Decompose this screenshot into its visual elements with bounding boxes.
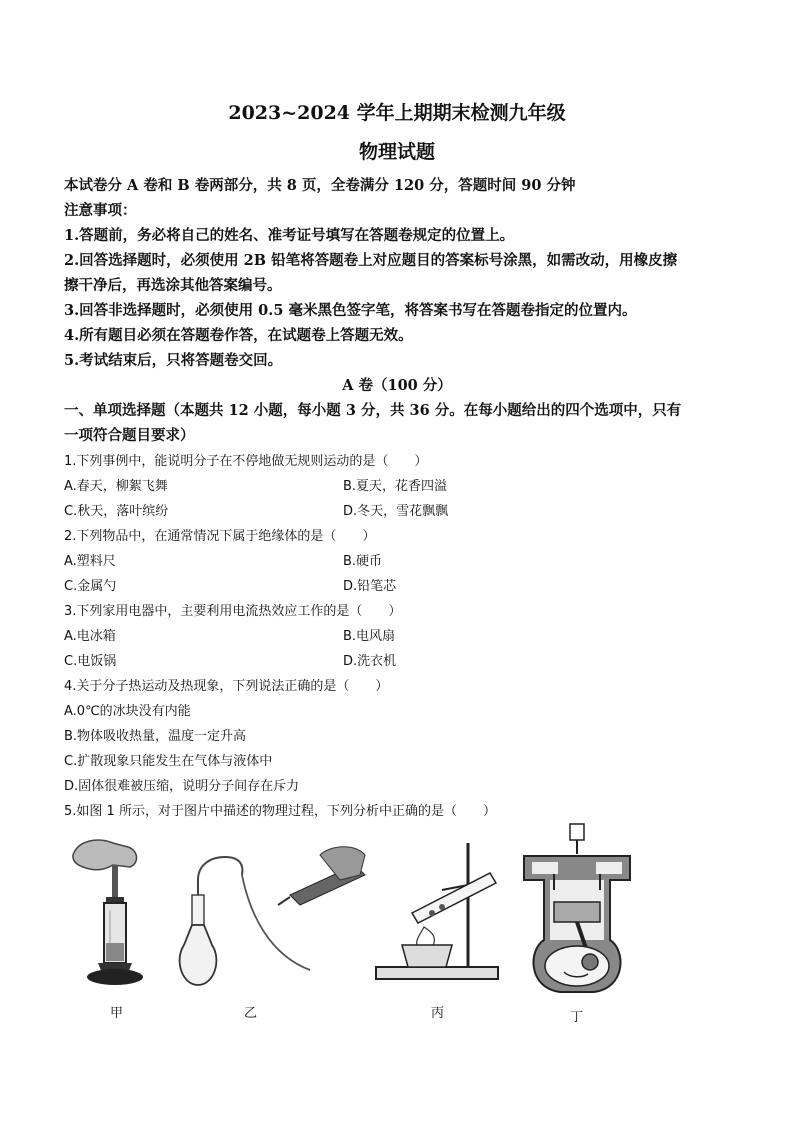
figure-label-jia: 甲	[110, 1006, 124, 1021]
note-4: 4.所有题目必须在答题卷作答，在试题卷上答题无效。	[64, 327, 413, 344]
part-1-heading-line-1: 一、单项选择题（本题共 12 小题，每小题 3 分，共 36 分。在每小题给出的四个选项中，只有	[64, 402, 682, 419]
note-3: 3.回答非选择题时，必须使用 0.5 毫米黑色签字笔，将答案书写在答题卷指定的位置内。	[64, 302, 637, 319]
question-3-option-a: A.电冰箱	[64, 629, 116, 644]
question-1-stem: 1.下列事例中，能说明分子在不停地做无规则运动的是（ ）	[64, 454, 428, 469]
question-4-stem: 4.关于分子热运动及热现象，下列说法正确的是（ ）	[64, 679, 389, 694]
figure-yi-flask-heating	[170, 835, 370, 995]
question-5-stem: 5.如图 1 所示，对于图片中描述的物理过程，下列分析中正确的是（ ）	[64, 804, 496, 819]
figure-label-bing: 丙	[431, 1006, 445, 1021]
question-4-option-b: B.物体吸收热量，温度一定升高	[64, 729, 247, 744]
subject-title: 物理试题	[358, 141, 435, 163]
question-3-stem: 3.下列家用电器中，主要利用电流热效应工作的是（ ）	[64, 604, 402, 619]
question-3-option-b: B.电风扇	[343, 629, 396, 644]
note-5: 5.考试结束后，只将答题卷交回。	[64, 352, 283, 369]
section-a-title: A 卷（100 分）	[342, 377, 452, 394]
exam-intro: 本试卷分 A 卷和 B 卷两部分，共 8 页，全卷满分 120 分，答题时间 90 分钟	[64, 177, 576, 194]
question-2-option-d: D.铅笔芯	[343, 579, 397, 594]
question-4-option-a: A.0℃的冰块没有内能	[64, 704, 191, 719]
question-2-stem: 2.下列物品中，在通常情况下属于绝缘体的是（ ）	[64, 529, 376, 544]
question-2-option-b: B.硬币	[343, 554, 383, 569]
question-2-option-c: C.金属勺	[64, 579, 117, 594]
question-3-option-d: D.洗衣机	[343, 654, 397, 669]
note-1: 1.答题前，务必将自己的姓名、准考证号填写在答题卷规定的位置上。	[64, 227, 515, 244]
question-1-option-d: D.冬天，雪花飘飘	[343, 504, 449, 519]
figure-ding-engine-cylinder	[518, 820, 636, 998]
exam-title: 2023~2024 学年上期期末检测九年级	[228, 102, 566, 124]
question-1-option-b: B.夏天，花香四溢	[343, 479, 448, 494]
figure-label-ding: 丁	[570, 1010, 584, 1025]
question-2-option-a: A.塑料尺	[64, 554, 116, 569]
question-1-option-c: C.秋天，落叶缤纷	[64, 504, 169, 519]
figure-bing-test-tube-stand	[372, 835, 502, 995]
notes-heading: 注意事项：	[64, 202, 137, 219]
note-2-line-2: 擦干净后，再选涂其他答案编号。	[64, 277, 282, 294]
question-1-option-a: A.春天，柳絮飞舞	[64, 479, 168, 494]
figure-jia-compression-cylinder	[68, 835, 168, 995]
part-1-heading-line-2: 一项符合题目要求）	[64, 427, 195, 444]
figure-label-yi: 乙	[244, 1006, 258, 1021]
question-4-option-d: D.固体很难被压缩，说明分子间存在斥力	[64, 779, 300, 794]
note-2-line-1: 2.回答选择题时，必须使用 2B 铅笔将答题卷上对应题目的答案标号涂黑，如需改动，用橡皮擦	[64, 252, 678, 269]
question-4-option-c: C.扩散现象只能发生在气体与液体中	[64, 754, 273, 769]
question-3-option-c: C.电饭锅	[64, 654, 117, 669]
